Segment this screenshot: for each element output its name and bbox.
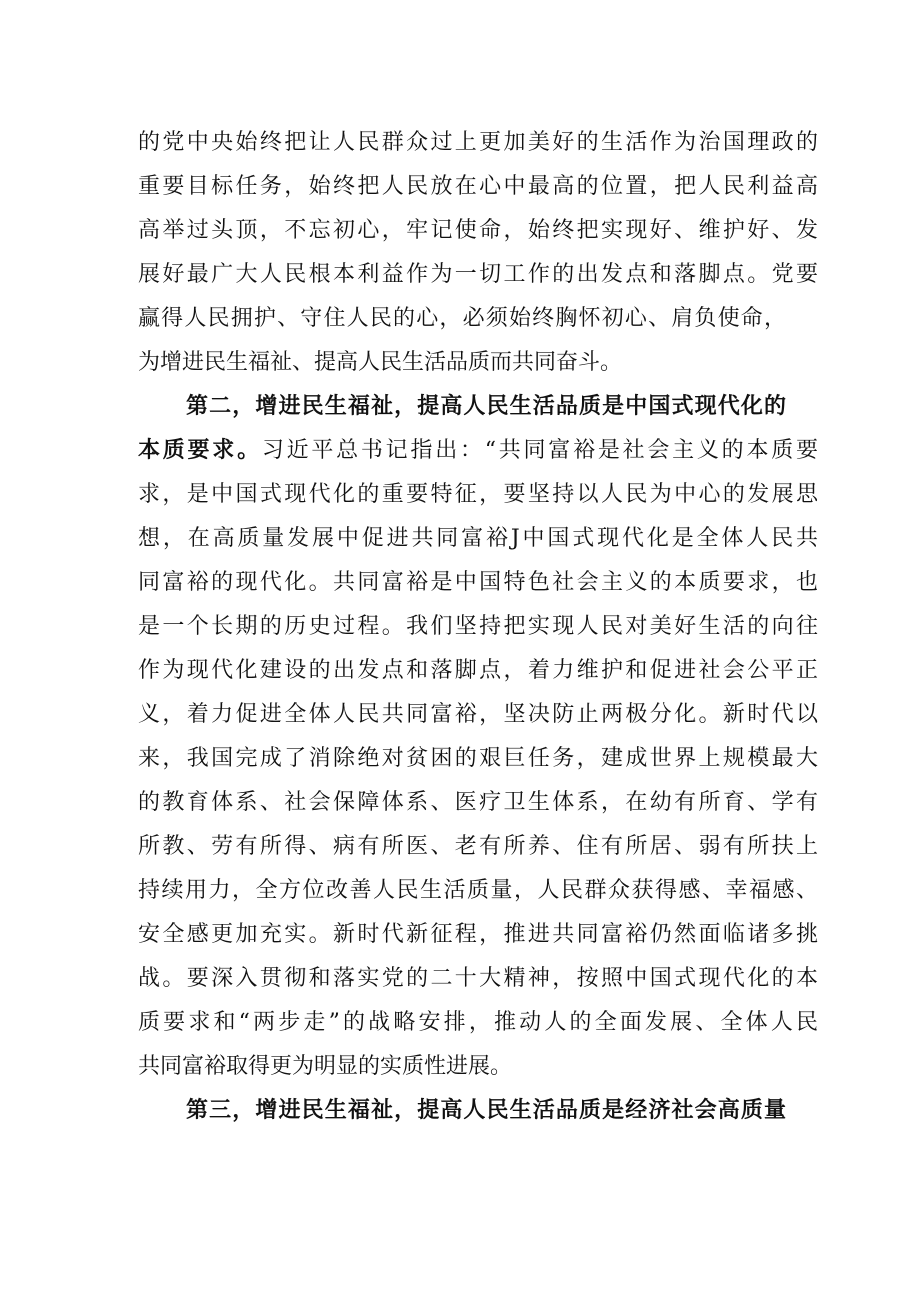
text-line: 求，是中国式现代化的重要特征，要坚持以人民为中心的发展思: [138, 482, 818, 507]
text-line: 想，在高质量发展中促进共同富裕J中国式现代化是全体人民共: [138, 526, 818, 551]
text-line: 安全感更加充实。新时代新征程，推进共同富裕仍然面临诸多挑: [138, 922, 818, 947]
text-line: 高举过头顶，不忘初心，牢记使命，始终把实现好、维护好、发: [138, 218, 818, 243]
text-line: 来，我国完成了消除绝对贫困的艰巨任务，建成世界上规模最大: [138, 746, 818, 771]
text-line: 同富裕的现代化。共同富裕是中国特色社会主义的本质要求，也: [138, 570, 818, 595]
text-line: 的党中央始终把让人民群众过上更加美好的生活作为治国理政的: [138, 130, 818, 155]
section-heading-2-continuation: 本质要求。: [138, 438, 262, 463]
text-line: 重要目标任务，始终把人民放在心中最高的位置，把人民利益高: [138, 174, 818, 199]
text-line: 是一个长期的历史过程。我们坚持把实现人民对美好生活的向往: [138, 614, 818, 639]
text-line: 的教育体系、社会保障体系、医疗卫生体系，在幼有所育、学有: [138, 790, 818, 815]
text-line: 持续用力，全方位改善人民生活质量，人民群众获得感、幸福感、: [138, 878, 818, 903]
text-line: 作为现代化建设的出发点和落脚点，着力维护和促进社会公平正: [138, 658, 818, 683]
text-line: 战。要深入贯彻和落实党的二十大精神，按照中国式现代化的本: [138, 966, 818, 991]
text-line: 所教、劳有所得、病有所医、老有所养、住有所居、弱有所扶上: [138, 834, 818, 859]
text-line: [138, 429, 818, 473]
section-heading-3: 第三，增进民生福祉，提高人民生活品质是经济社会高质量: [186, 1098, 786, 1123]
text-line: 共同富裕取得更为明显的实质性进展。: [138, 1054, 513, 1079]
quote-start: 习近平总书记指出：“共同富裕是社会主义的本质要: [261, 438, 818, 463]
text-line: 展好最广大人民根本利益作为一切工作的出发点和落脚点。党要: [138, 262, 818, 287]
text-line: 为增进民生福祉、提高人民生活品质而共同奋斗。: [138, 350, 623, 375]
section-heading-2: 第二，增进民生福祉，提高人民生活品质是中国式现代化的: [186, 394, 786, 419]
text-line: 义，着力促进全体人民共同富裕，坚决防止两极分化。新时代以: [138, 702, 818, 727]
text-line: 质要求和“两步走”的战略安排，推动人的全面发展、全体人民: [138, 1010, 818, 1035]
text-line: 赢得人民拥护、守住人民的心，必须始终胸怀初心、肩负使命，: [138, 306, 786, 331]
